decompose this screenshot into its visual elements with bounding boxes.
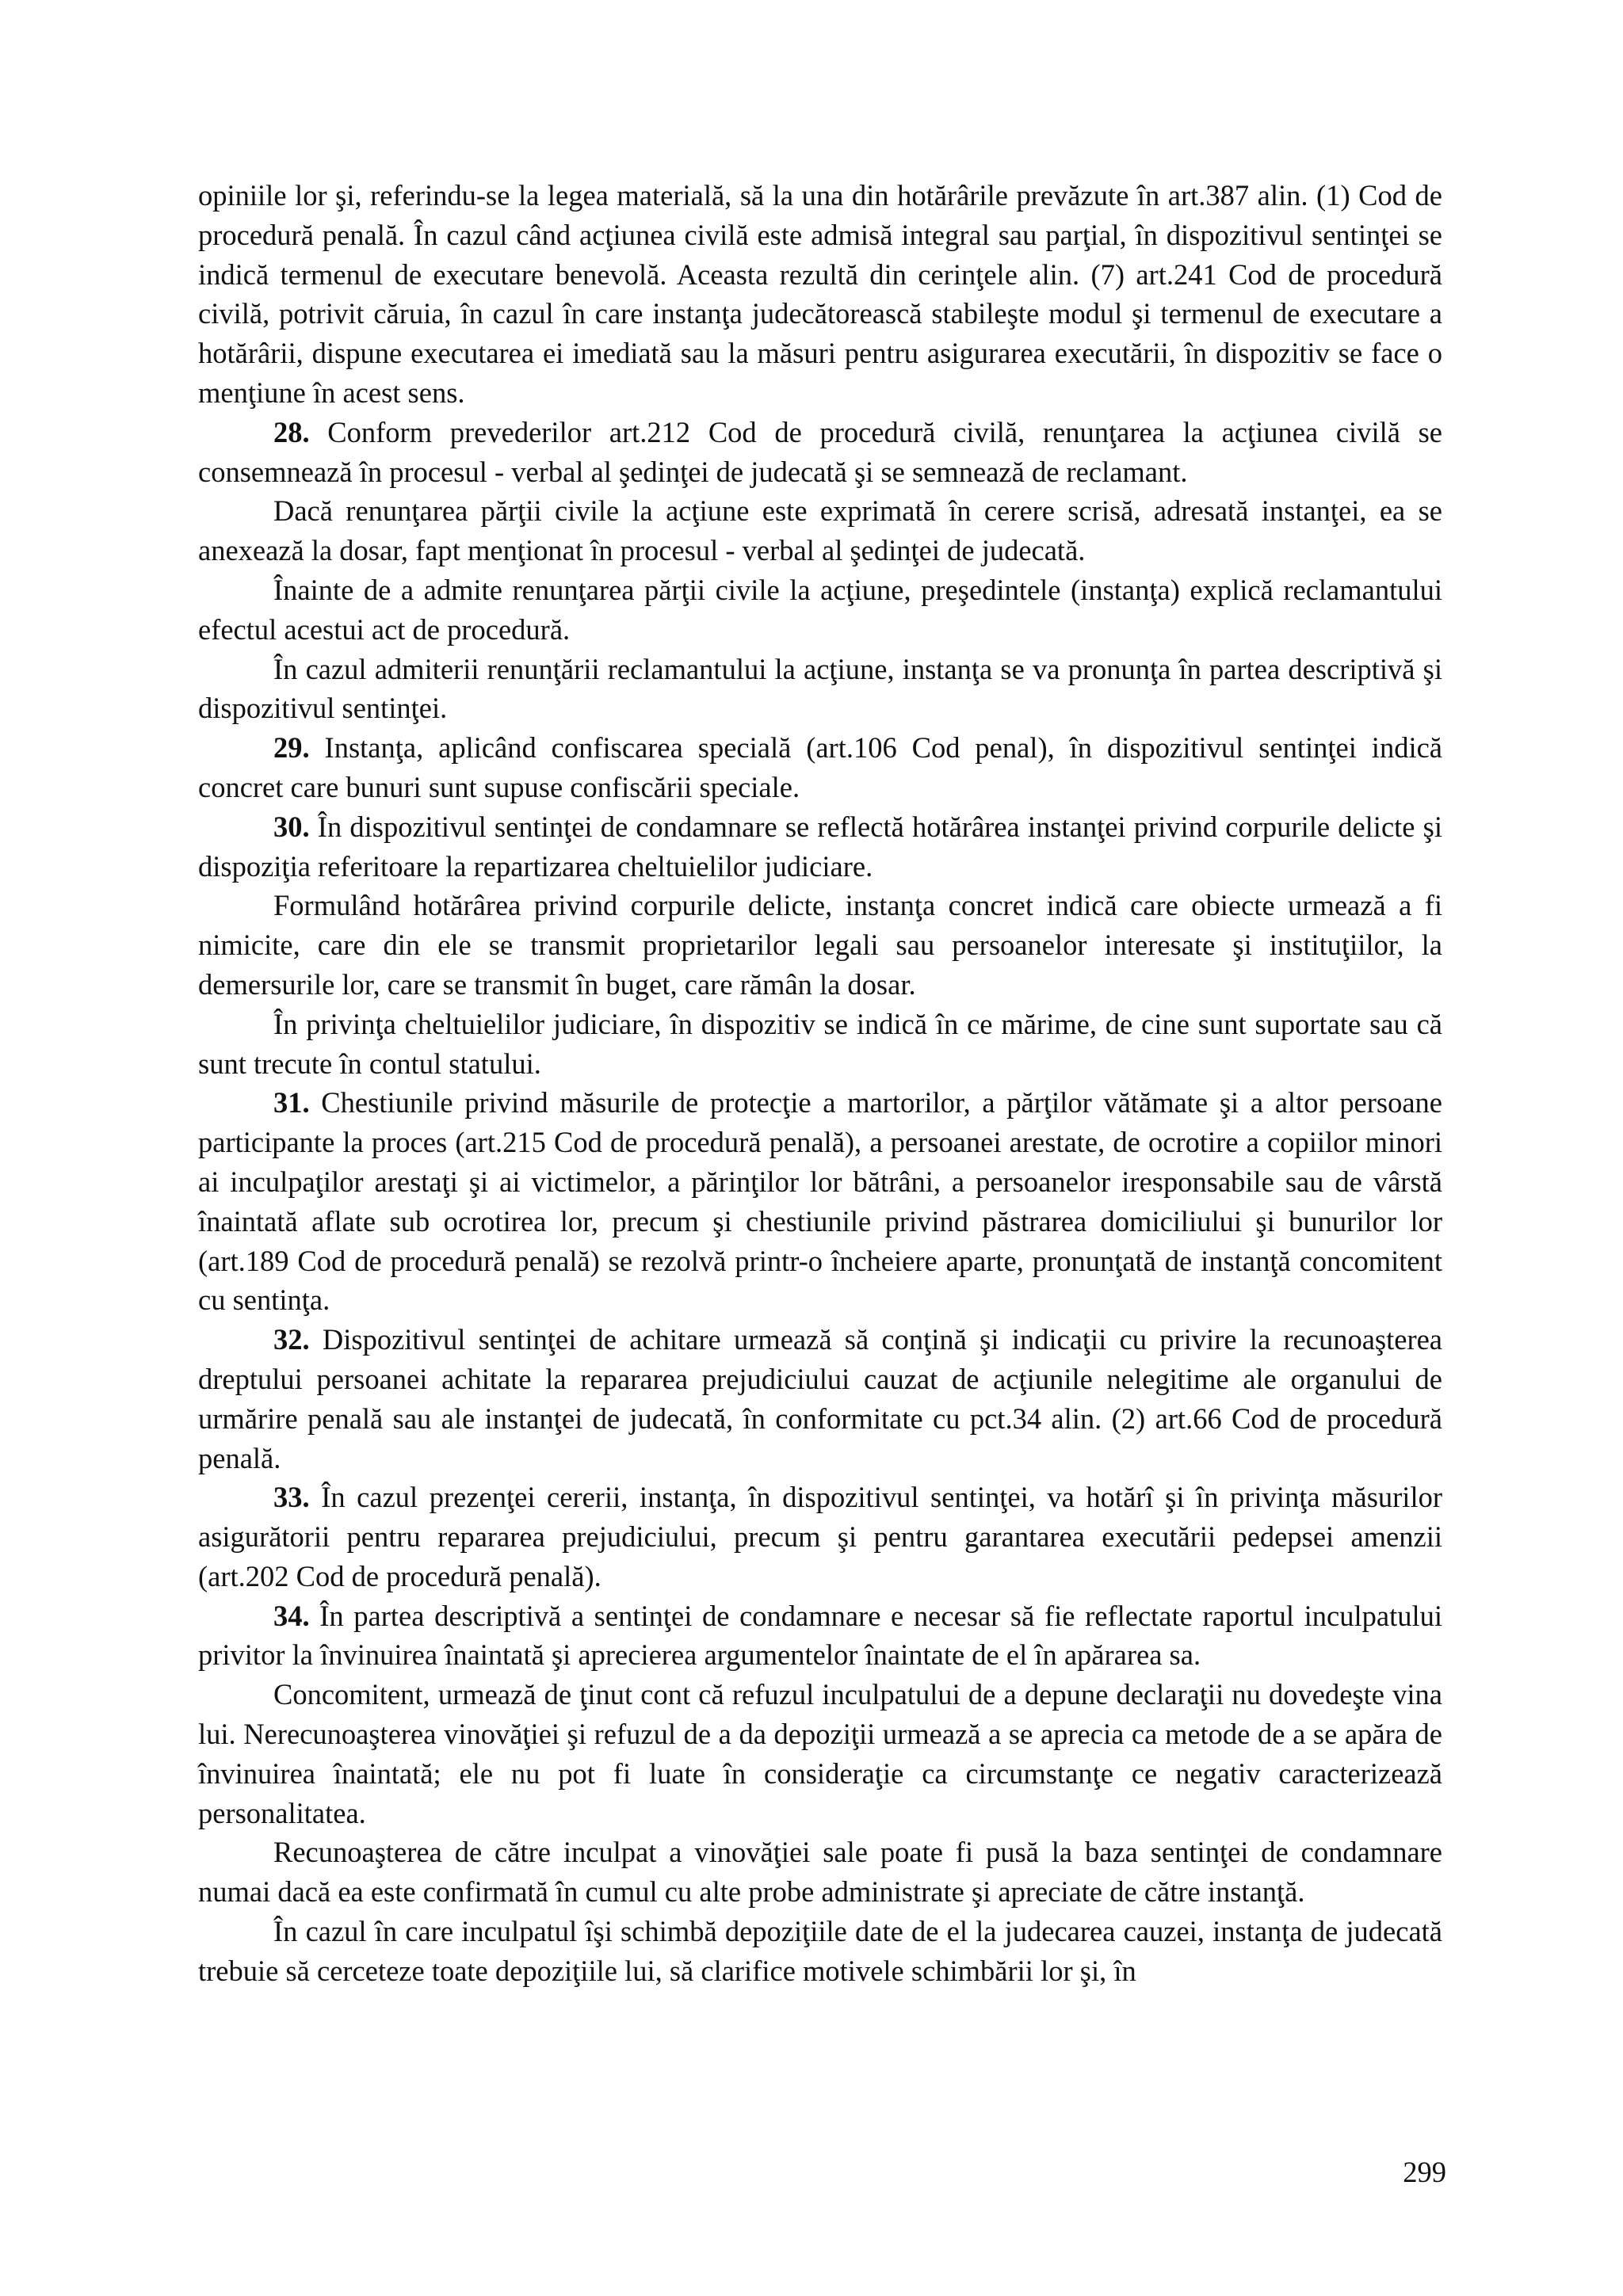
paragraph-text: În privinţa cheltuielilor judiciare, în dispozitiv se indică în ce mărime, de cine sunt suportate sau că sunt trecute în contul statului. [198, 1007, 1442, 1080]
paragraph-text: În cazul admiterii renunţării reclamantului la acţiune, instanţa se va pronunţa în partea descriptivă şi dispozitivul sentinţei. [198, 652, 1442, 725]
paragraph-text: În cazul prezenţei cererii, instanţa, în dispozitivul sentinţei, va hotărî şi în privinţa măsurilor asigurătorii pentru repararea prejudiciului, precum şi pentru garantarea executării pedepsei amenzii (art.202 Cod de procedură penală). [198, 1481, 1442, 1592]
paragraph-text: Dacă renunţarea părţii civile la acţiune este exprimată în cerere scrisă, adresată instanţei, ea se anexează la dosar, fapt menţionat în procesul - verbal al şedinţei de judecată. [198, 494, 1442, 567]
paragraph-text: Concomitent, urmează de ţinut cont că refuzul inculpatului de a depune declaraţii nu dovedeşte vina lui. Nerecunoaşterea vinovăţiei şi refuzul de a da depoziţii urmează a se aprecia ca metode de a se apăra de învinuirea înaintată; ele nu pot fi luate în consideraţie ca circumstanţe ce negativ caracterizează personalitatea. [198, 1678, 1442, 1829]
paragraph [198, 491, 1442, 570]
paragraph-number: 30. [273, 810, 310, 843]
paragraph-text: Înainte de a admite renunţarea părţii civile la acţiune, preşedintele (instanţa) explică reclamantului efectul acestui act de procedură. [198, 573, 1442, 646]
paragraph-number: 32. [273, 1323, 310, 1356]
paragraph [198, 1675, 1442, 1833]
paragraph-number: 28. [273, 415, 310, 448]
paragraph [198, 1912, 1442, 1991]
paragraph-28 [198, 413, 1442, 492]
paragraph-text: În partea descriptivă a sentinţei de condamnare e necesar să fie reflectate raportul inculpatului privitor la învinuirea înaintată şi aprecierea argumentelor înaintate de el în apărarea sa. [198, 1599, 1442, 1672]
paragraph-text: Dispozitivul sentinţei de achitare urmează să conţină şi indicaţii cu privire la recunoaşterea dreptului persoanei achitate la repararea prejudiciului cauzat de acţiunile nelegitime ale organului de urmărire penală sau ale instanţei de judecată, în conformitate cu pct.34 alin. (2) art.66 Cod de procedură penală. [198, 1323, 1442, 1474]
paragraph-text: Recunoaşterea de către inculpat a vinovăţiei sale poate fi pusă la baza sentinţei de condamnare numai dacă ea este confirmată în cumul cu alte probe administrate şi apreciate de către instanţă. [198, 1836, 1442, 1909]
paragraph-text: Formulând hotărârea privind corpurile delicte, instanţa concret indică care obiecte urmează a fi nimicite, care din ele se transmit proprietarilor legali sau persoanelor interesate şi instituţiilor, la demersurile lor, care se transmit în buget, care rămân la dosar. [198, 889, 1442, 1001]
paragraph-29 [198, 728, 1442, 807]
paragraph-31 [198, 1083, 1442, 1320]
paragraph-number: 31. [273, 1086, 310, 1119]
paragraph [198, 1005, 1442, 1084]
paragraph-text: În dispozitivul sentinţei de condamnare se reflectă hotărârea instanţei privind corpurile delicte şi dispoziţia referitoare la repartizarea cheltuielilor judiciare. [198, 810, 1442, 883]
page-body [198, 176, 1442, 1991]
paragraph-number: 34. [273, 1599, 310, 1632]
paragraph-30 [198, 807, 1442, 887]
paragraph-34 [198, 1596, 1442, 1676]
paragraph [198, 886, 1442, 1004]
paragraph [198, 570, 1442, 650]
paragraph-32 [198, 1320, 1442, 1478]
paragraph [198, 650, 1442, 729]
paragraph-text: Chestiunile privind măsurile de protecţie a martorilor, a părţilor vătămate şi a altor persoane participante la proces (art.215 Cod de procedură penală), a persoanei arestate, de ocrotire a copiilor minori ai inculpaţilor arestaţi şi ai victimelor, a părinţilor lor bătrâni, a persoanelor iresponsabile sau de vârstă înaintată aflate sub ocrotirea lor, precum şi chestiunile privind păstrarea domiciliului şi bunurilor lor (art.189 Cod de procedură penală) se rezolvă printr-o încheiere aparte, pronunţată de instanţă concomitent cu sentinţa. [198, 1086, 1442, 1317]
paragraph-text: Instanţa, aplicând confiscarea specială (art.106 Cod penal), în dispozitivul sentinţei indică concret care bunuri sunt supuse confiscării speciale. [198, 731, 1442, 803]
paragraph-text: În cazul în care inculpatul îşi schimbă depoziţiile date de el la judecarea cauzei, instanţa de judecată trebuie să cerceteze toate depoziţiile lui, să clarifice motivele schimbării lor şi, în [198, 1915, 1442, 1987]
paragraph [198, 1833, 1442, 1912]
paragraph-33 [198, 1478, 1442, 1596]
paragraph-number: 29. [273, 731, 310, 765]
paragraph-text: Conform prevederilor art.212 Cod de procedură civilă, renunţarea la acţiunea civilă se consemnează în procesul - verbal al şedinţei de judecată şi se semnează de reclamant. [198, 415, 1442, 488]
paragraph-number: 33. [273, 1481, 310, 1514]
paragraph-continued [198, 176, 1442, 413]
paragraph-text: opiniile lor şi, referindu-se la legea materială, să la una din hotărârile prevăzute în art.387 alin. (1) Cod de procedură penală. În cazul când acţiunea civilă este admisă integral sau parţial, în dispozitivul sentinţei se indică termenul de executare benevolă. Aceasta rezultă din cerinţele alin. (7) art.241 Cod de procedură civilă, potrivit căruia, în cazul în care instanţa judecătorească stabileşte modul şi termenul de executare a hotărârii, dispune executarea ei imediată sau la măsuri pentru asigurarea executării, în dispozitiv se face o menţiune în acest sens. [198, 179, 1442, 409]
page-number: 299 [1403, 2156, 1446, 2188]
